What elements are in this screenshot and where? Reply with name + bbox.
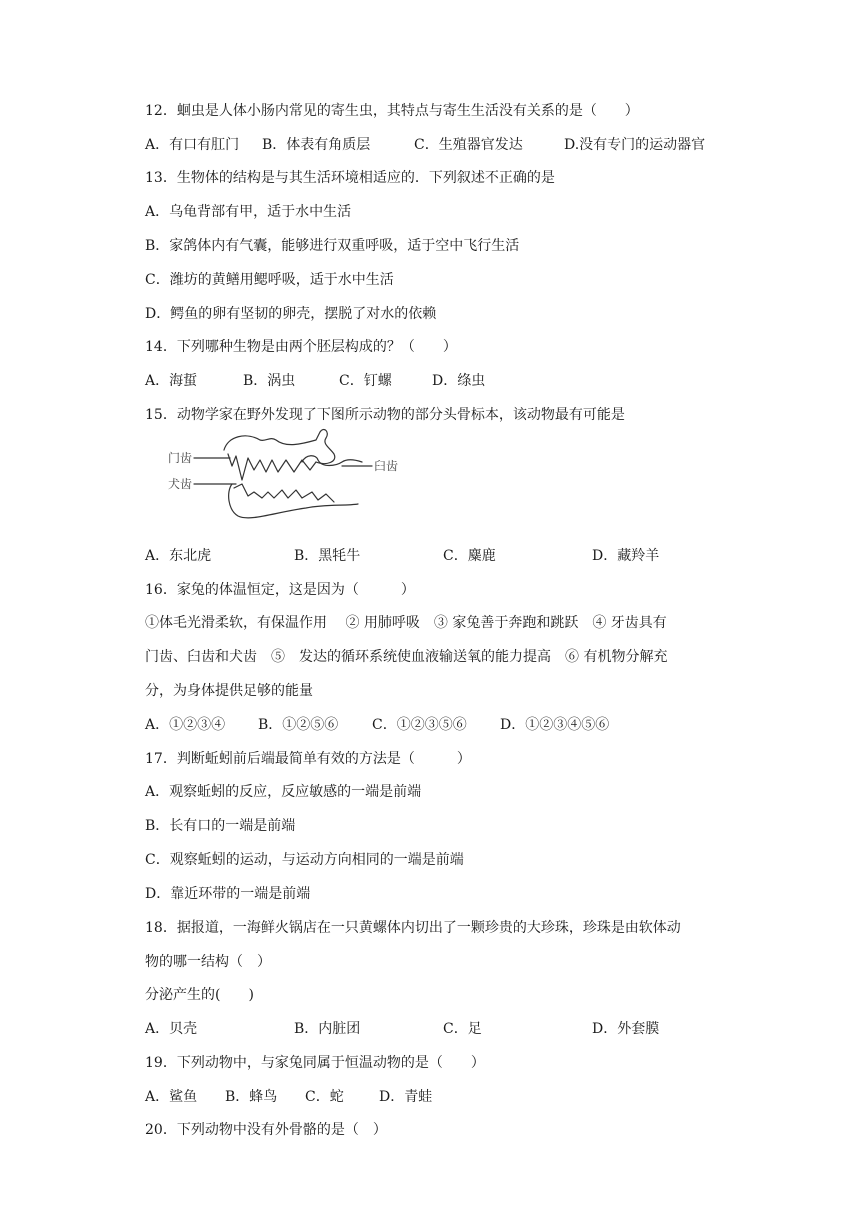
question-18-stem-line-1: 18．据报道，一海鲜火锅店在一只黄螺体内切出了一颗珍贵的大珍珠，珍珠是由软体动	[145, 920, 681, 936]
q12-option-d: D.没有专门的运动器官	[564, 137, 706, 153]
lower-teeth	[234, 484, 334, 502]
upper-teeth	[228, 454, 316, 480]
q12-option-c: C．生殖器官发达	[414, 137, 523, 153]
q15-option-a: A．东北虎	[145, 548, 212, 564]
question-15-stem: 15．动物学家在野外发现了下图所示动物的部分头骨标本，该动物最有可能是	[145, 407, 625, 423]
lower-jaw	[229, 484, 358, 518]
question-17-stem: 17．判断蚯蚓前后端最简单有效的方法是（ ）	[145, 751, 471, 767]
q19-option-c: C．蛇	[305, 1089, 344, 1105]
q17-option-a: A．观察蚯蚓的反应，反应敏感的一端是前端	[145, 784, 422, 800]
molar-label: 臼齿	[374, 459, 399, 473]
q13-option-b: B．家鸽体内有气囊，能够进行双重呼吸，适于空中飞行生活	[145, 238, 520, 254]
q16-option-a: A．①②③④	[145, 717, 226, 733]
q14-option-d: D．绦虫	[432, 373, 486, 389]
q16-option-d: D．①②③④⑤⑥	[500, 717, 610, 733]
upper-jaw	[224, 430, 335, 464]
canine-label: 犬齿	[168, 477, 193, 491]
question-20-stem: 20．下列动物中没有外骨骼的是（ ）	[145, 1122, 387, 1138]
q16-statements-line-3: 分，为身体提供足够的能量	[145, 683, 313, 699]
question-19-stem: 19．下列动物中，与家兔同属于恒温动物的是（ ）	[145, 1055, 485, 1071]
question-18-stem-line-2: 物的哪一结构（ ）	[145, 954, 271, 970]
question-14-stem: 14．下列哪种生物是由两个胚层构成的？（ ）	[145, 339, 457, 355]
q14-option-a: A．海蜇	[145, 373, 198, 389]
q18-option-b: B．内脏团	[294, 1021, 361, 1037]
question-18-stem-line-3: 分泌产生的( )	[145, 987, 254, 1003]
q13-option-a: A．乌龟背部有甲，适于水中生活	[145, 204, 352, 220]
q17-option-c: C．观察蚯蚓的运动，与运动方向相同的一端是前端	[145, 852, 464, 868]
q13-option-d: D．鳄鱼的卵有坚韧的卵壳，摆脱了对水的依赖	[145, 306, 437, 322]
q16-option-b: B．①②⑤⑥	[258, 717, 339, 733]
q17-option-d: D．靠近环带的一端是前端	[145, 886, 311, 902]
q18-option-a: A．贝壳	[145, 1021, 198, 1037]
q16-option-c: C．①②③⑤⑥	[372, 717, 467, 733]
q14-option-b: B．涡虫	[243, 373, 296, 389]
question-12-stem: 12．蛔虫是人体小肠内常见的寄生虫，其特点与寄生生活没有关系的是（ ）	[145, 103, 639, 119]
q12-option-a: A．有口有肛门	[145, 137, 240, 153]
q18-option-d: D．外套膜	[592, 1021, 660, 1037]
incisor-label: 门齿	[168, 451, 193, 465]
q17-option-b: B．长有口的一端是前端	[145, 818, 296, 834]
q15-option-b: B．黑牦牛	[294, 548, 361, 564]
q16-statements-line-2: 门齿、臼齿和犬齿 ⑤ 发达的循环系统使血液输送氧的能力提高 ⑥ 有机物分解充	[145, 649, 668, 665]
q12-option-b: B．体表有角质层	[262, 137, 371, 153]
q15-option-d: D．藏羚羊	[592, 548, 660, 564]
q15-option-c: C．麋鹿	[443, 548, 496, 564]
q19-option-b: B．蜂鸟	[225, 1089, 278, 1105]
q19-option-d: D．青蛙	[379, 1089, 433, 1105]
upper-molars	[302, 456, 362, 466]
skull-teeth-figure	[166, 418, 416, 530]
q16-statements-line-1: ①体毛光滑柔软，有保温作用 ② 用肺呼吸 ③ 家兔善于奔跑和跳跃 ④ 牙齿具有	[145, 615, 667, 631]
q19-option-a: A．鲨鱼	[145, 1089, 198, 1105]
q18-option-c: C．足	[443, 1021, 482, 1037]
question-16-stem: 16．家兔的体温恒定，这是因为（ ）	[145, 582, 415, 598]
question-13-stem: 13．生物体的结构是与其生活环境相适应的．下列叙述不正确的是	[145, 170, 555, 186]
q14-option-c: C．钉螺	[339, 373, 392, 389]
q13-option-c: C．潍坊的黄鳝用鳃呼吸，适于水中生活	[145, 272, 394, 288]
